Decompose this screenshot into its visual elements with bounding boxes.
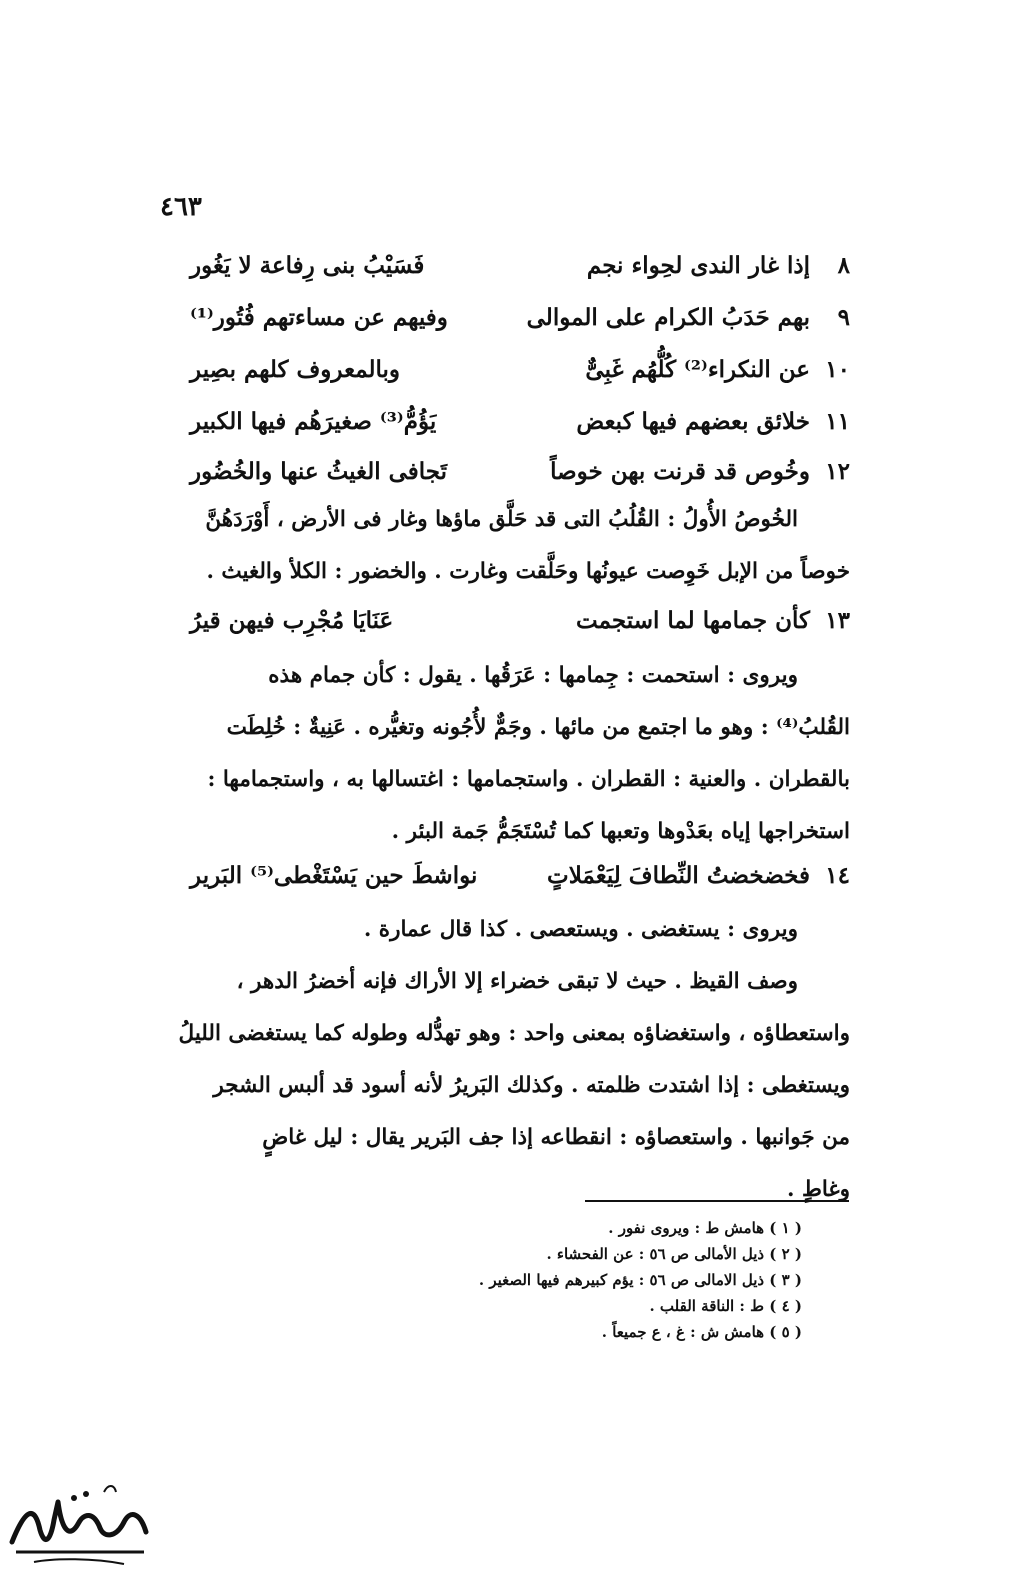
commentary-block [160,494,850,598]
commentary-line: ويروى : يستغضى . ويستعصى . كذا قال عمارة . [363,917,798,942]
commentary-line: ويروى : استحمت : جِمامها : عَرَقُها . يقول : كأن جمام هذه [268,663,798,688]
footnote: ( ٢ ) ذيل الأمالى ص ٥٦ : عن الفحشاء . [546,1245,802,1263]
commentary-line: القُلبُ⁽⁴⁾ : وهو ما اجتمع من مائها . وجَمٌّ لأُجُونه وتغيُّره . عَنِيةٌ : خُلِطَت [226,715,850,740]
verse-first-hemistich: فخضخضتُ النِّطافَ لِيَعْمَلاتٍ [547,862,810,889]
library-stamp-logo [4,1472,154,1572]
footnote: ( ٣ ) ذيل الامالى ص ٥٦ : يؤم كبيرهم فيها الصغير . [478,1271,802,1289]
commentary-block [160,904,850,956]
commentary-line: خوصاً من الإبل خَوِصت عيونُها وحَلَّقت وغارت . والخضور : الكلأ والغيث . [206,559,850,584]
verse-second-hemistich: وفيهم عن مساءتهم فُتُور⁽¹⁾ [190,304,448,331]
commentary-block [160,956,850,1216]
verse-second-hemistich: وبالمعروف كلهم بصِير [190,356,401,383]
verse-first-hemistich: خلائق بعضهم فيها كبعض [576,408,810,435]
verse-first-hemistich: وخُوص قد قرنت بهن خوصاً [550,458,810,485]
footnote-divider [585,1200,849,1202]
commentary-block [160,650,850,858]
verse-line [150,603,850,643]
verse-line [150,352,850,392]
verse-number: ١٤ [825,862,850,889]
commentary-line: وغاطٍ . [786,1177,850,1202]
verse-number: ١٠ [825,356,850,383]
commentary-line: وصف القيظ . حيث لا تبقى خضراء إلا الأراك فإنه أخضرُ الدهر ، [236,969,798,994]
verse-number: ١١ [825,408,850,435]
commentary-line: الخُوصُ الأُولُ : القُلُبُ التى قد حَلَّق ماؤها وغار فى الأرض ، أَوْرَدَهُنَّ [205,507,798,532]
verse-line [150,300,850,340]
footnote: ( ١ ) هامش ط : ويروى نفور . [608,1219,802,1237]
verse-second-hemistich: فَسَيْبُ بنى رِفاعة لا يَغُور [190,252,425,279]
commentary-line: واستعطاؤه ، واستغضاؤه بمعنى واحد : وهو تهدُّله وطوله كما يستغضى الليلُ [178,1021,850,1046]
verse-number: ٨ [837,252,850,279]
commentary-line: استخراجها إياه بعَدْوها وتعبها كما تُسْتَجَمُّ جَمة البئر . [391,819,850,844]
footnote: ( ٤ ) ط : الناقة القلب . [649,1297,802,1315]
verse-second-hemistich: تَجافى الغيثُ عنها والخُضُور [190,458,448,485]
verse-first-hemistich: عن النكراء⁽²⁾ كُلُّهُم غَبِىٌّ [585,356,810,383]
verse-number: ١٣ [825,607,850,634]
commentary-line: من جَوانبها . واستعصاؤه : انقطاعه إذا جف البَرير يقال : ليل غاضٍ [262,1125,850,1150]
verse-line [150,404,850,444]
commentary-line: بالقطران . والعنية : القطران . واستجمامها : اغتسالها به ، واستجمامها : [207,767,850,792]
verse-line [150,454,850,494]
verse-first-hemistich: إذا غار الندى لحِواء نجم [586,252,810,279]
verse-first-hemistich: بهم حَدَبُ الكرام على الموالى [526,304,810,331]
verse-number: ١٢ [825,458,850,485]
page-number: ٤٦٣ [160,192,202,222]
verse-first-hemistich: كأن جمامها لما استجمت [576,607,810,634]
verse-line [150,248,850,288]
verse-second-hemistich: يَؤُمُّ⁽³⁾ صغيرَهُم فيها الكبير [190,408,437,435]
footnotes [440,1215,802,1345]
verse-number: ٩ [837,304,850,331]
footnote: ( ٥ ) هامش ش : غ ، ع جميعاً . [601,1323,802,1341]
commentary-line: ويستغطى : إذا اشتدت ظلمته . وكذلك البَريرُ لأنه أسود قد ألبس الشجر [213,1073,850,1098]
verse-line [150,858,850,898]
verse-second-hemistich: نواشطَ حين يَسْتَغْطى⁽⁵⁾ البَرير [190,862,478,889]
verse-second-hemistich: عَنَايَا مُجْرِب فيهن قيرُ [190,607,394,634]
